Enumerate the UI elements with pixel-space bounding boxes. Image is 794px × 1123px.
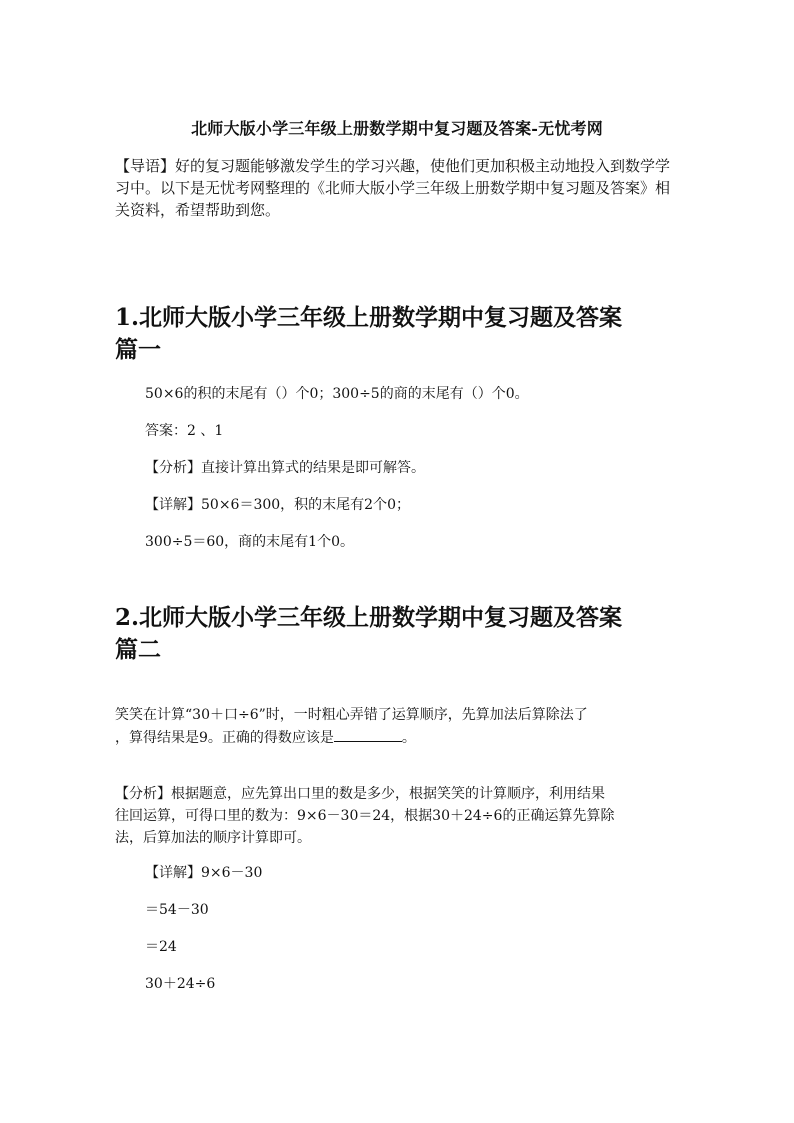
section2-question-line1: 笑笑在计算“30＋口÷6”时，一时粗心弄错了运算顺序，先算加法后算除法了 <box>115 707 588 723</box>
answer-blank <box>334 727 402 742</box>
intro-paragraph: 【导语】好的复习题能够激发学生的学习兴趣，使他们更加积极主动地投入到数学学习中。以下是无忧考网整理的《北师大版小学三年级上册数学期中复习题及答案》相关资料，希望帮助到您。 <box>115 157 671 219</box>
section1-detail-1: 【详解】50×6＝300，积的末尾有2个0； <box>145 497 410 513</box>
section1-heading-line2: 篇一 <box>115 336 161 363</box>
section2-question-line2-suffix: 。 <box>401 730 416 746</box>
section1-heading <box>115 302 695 366</box>
section2-analysis-line1: 【分析】根据题意，应先算出口里的数是多少，根据笑笑的计算顺序，利用结果 <box>115 786 605 802</box>
section2-detail-2: ＝54－30 <box>145 902 209 918</box>
section1-analysis: 【分析】直接计算出算式的结果是即可解答。 <box>145 460 425 476</box>
section2-analysis-line2: 往回运算，可得口里的数为：9×6－30＝24，根据30＋24÷6的正确运算先算除 <box>115 808 615 824</box>
page-title: 北师大版小学三年级上册数学期中复习题及答案-无忧考网 <box>191 119 603 138</box>
section2-heading <box>115 602 695 666</box>
section1-answer: 答案：2 、1 <box>145 423 224 439</box>
section2-detail-1: 【详解】9×6－30 <box>145 865 263 881</box>
section2-question-line2-prefix: ，算得结果是9。正确的得数应该是 <box>115 730 334 746</box>
section2-detail-4: 30＋24÷6 <box>145 976 216 992</box>
section2-heading-line2: 篇二 <box>115 636 161 663</box>
section2-analysis-line3: 法，后算加法的顺序计算即可。 <box>115 830 311 846</box>
section1-question: 50×6的积的末尾有（）个0；300÷5的商的末尾有（）个0。 <box>145 386 529 402</box>
section2-question-line2 <box>115 727 416 748</box>
section1-detail-2: 300÷5＝60，商的末尾有1个0。 <box>145 534 354 550</box>
section2-detail-3: ＝24 <box>145 939 177 955</box>
section1-heading-line1: 1.北师大版小学三年级上册数学期中复习题及答案 <box>115 304 623 331</box>
section2-heading-line1: 2.北师大版小学三年级上册数学期中复习题及答案 <box>115 604 623 631</box>
